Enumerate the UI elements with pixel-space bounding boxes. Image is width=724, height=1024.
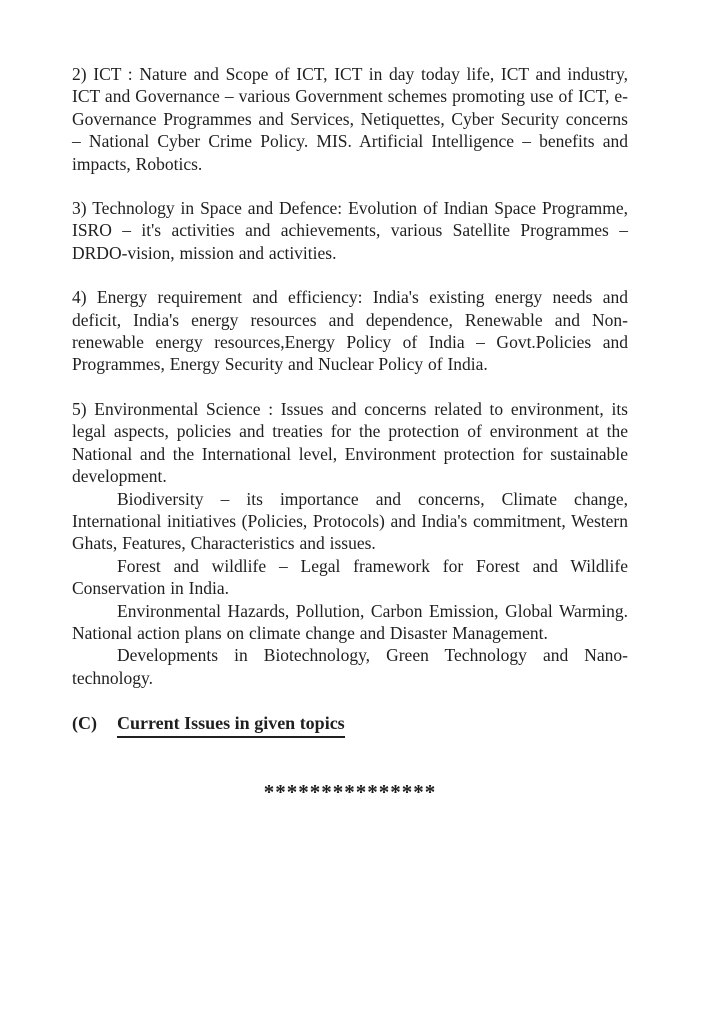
section-c-title: Current Issues in given topics <box>117 712 345 738</box>
end-of-document-separator: *************** <box>263 780 437 805</box>
section-c-label: (C) <box>72 713 97 734</box>
syllabus-item-3-space-defence: 3) Technology in Space and Defence: Evolution of Indian Space Programme, ISRO – it's activities and achievements, various Satellite Programmes – DRDO-vision, mission and activities. <box>72 198 628 263</box>
syllabus-sub-biodiversity: Biodiversity – its importance and concerns, Climate change, International initiatives (Policies, Protocols) and India's commitment, Western Ghats, Features, Characteristics and issues. <box>72 488 628 554</box>
syllabus-sub-forest-wildlife: Forest and wildlife – Legal framework for Forest and Wildlife Conservation in India. <box>72 555 628 599</box>
syllabus-sub-environmental-hazards: Environmental Hazards, Pollution, Carbon Emission, Global Warming. National action plans on climate change and Disaster Management. <box>72 600 628 643</box>
section-c-heading <box>72 712 628 738</box>
syllabus-sub-biotechnology-developments: Developments in Biotechnology, Green Technology and Nano-technology. <box>72 645 628 688</box>
syllabus-item-2-ict: 2) ICT : Nature and Scope of ICT, ICT in day today life, ICT and industry, ICT and Governance – various Government schemes promoting use of ICT, e-Governance Programmes and Services, Netiquettes, Cyber Security concerns – National Cyber Crime Policy. MIS. Artificial Intelligence – benefits and impacts, Robotics. <box>72 64 628 174</box>
syllabus-item-5-environmental-science: 5) Environmental Science : Issues and concerns related to environment, its legal aspects, policies and treaties for the protection of environment at the National and the International level, Environment protection for sustainable development. <box>72 398 628 487</box>
syllabus-item-4-energy: 4) Energy requirement and efficiency: India's existing energy needs and deficit, India's energy resources and dependence, Renewable and Non-renewable energy resources,Energy Policy of India – Govt.Policies and Programmes, Energy Security and Nuclear Policy of India. <box>72 287 628 375</box>
